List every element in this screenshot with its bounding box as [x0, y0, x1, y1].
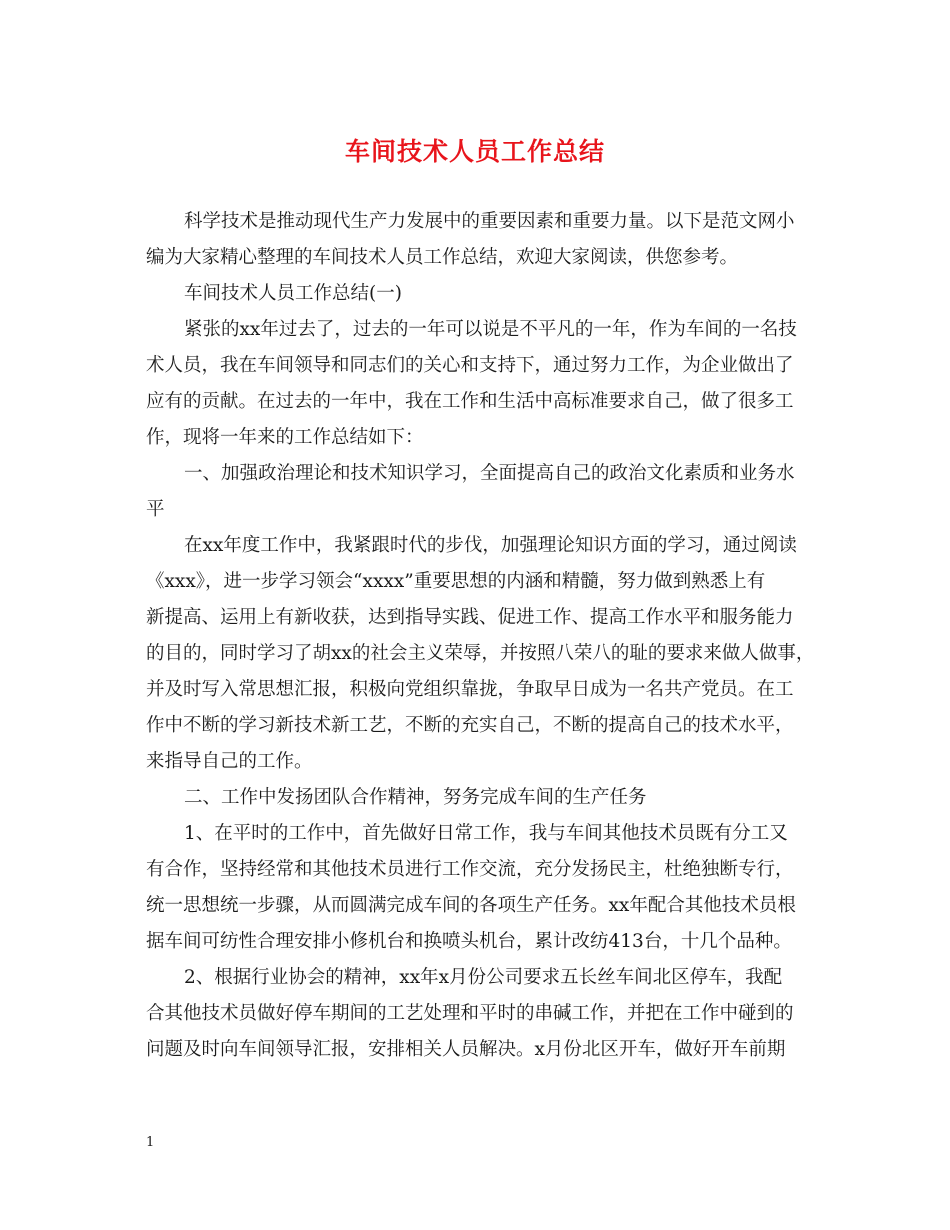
page-number: 1 — [146, 1135, 155, 1150]
section-heading: 一、加强政治理论和技术知识学习，全面提高自己的政治文化素质和业务水 — [184, 463, 795, 484]
paragraph-line: 《xxx》，进一步学习领会“xxxx”重要思想的内涵和精髓，努力做到熟悉上有 — [146, 571, 766, 592]
section-heading: 平 — [146, 499, 165, 520]
paragraph-line: 科学技术是推动现代生产力发展中的重要因素和重要力量。以下是范文网小 — [184, 211, 795, 232]
paragraph-line: 术人员，我在车间领导和同志们的关心和支持下，通过努力工作，为企业做出了 — [146, 355, 794, 376]
paragraph-line: 有合作，坚持经常和其他技术员进行工作交流，充分发扬民主，杜绝独断专行， — [146, 859, 794, 880]
paragraph-line: 编为大家精心整理的车间技术人员工作总结，欢迎大家阅读，供您参考。 — [146, 247, 739, 268]
paragraph-line: 的目的，同时学习了胡xx的社会主义荣辱，并按照八荣八的耻的要求来做人做事， — [146, 643, 815, 664]
paragraph-line: 作，现将一年来的工作总结如下： — [146, 427, 424, 448]
paragraph-line: 来指导自己的工作。 — [146, 751, 313, 772]
paragraph-line: 在xx年度工作中，我紧跟时代的步伐，加强理论知识方面的学习，通过阅读 — [184, 535, 797, 556]
paragraph-line: 2、根据行业协会的精神，xx年x月份公司要求五长丝车间北区停车，我配 — [184, 967, 783, 988]
paragraph-line: 新提高、运用上有新收获，达到指导实践、促进工作、提高工作水平和服务能力 — [146, 607, 794, 628]
document-title: 车间技术人员工作总结 — [344, 137, 605, 166]
paragraph-line: 紧张的xx年过去了，过去的一年可以说是不平凡的一年，作为车间的一名技 — [184, 319, 797, 340]
paragraph-line: 合其他技术员做好停车期间的工艺处理和平时的串碱工作，并把在工作中碰到的 — [146, 1003, 794, 1024]
section-heading: 二、工作中发扬团队合作精神，努务完成车间的生产任务 — [184, 787, 647, 808]
paragraph-line: 据车间可纺性合理安排小修机台和换喷头机台，累计改纺413台，十几个品种。 — [146, 931, 792, 952]
paragraph-line: 作中不断的学习新技术新工艺，不断的充实自己，不断的提高自己的技术水平， — [146, 715, 794, 736]
paragraph-line: 1、在平时的工作中，首先做好日常工作，我与车间其他技术员既有分工又 — [184, 823, 788, 844]
section-heading: 车间技术人员工作总结(一) — [184, 283, 402, 304]
paragraph-line: 并及时写入常思想汇报，积极向党组织靠拢，争取早日成为一名共产党员。在工 — [146, 679, 794, 700]
paragraph-line: 统一思想统一步骤，从而圆满完成车间的各项生产任务。xx年配合其他技术员根 — [146, 895, 796, 916]
paragraph-line: 问题及时向车间领导汇报，安排相关人员解决。x月份北区开车，做好开车前期 — [146, 1039, 786, 1060]
paragraph-line: 应有的贡献。在过去的一年中，我在工作和生活中高标准要求自己，做了很多工 — [146, 391, 794, 412]
